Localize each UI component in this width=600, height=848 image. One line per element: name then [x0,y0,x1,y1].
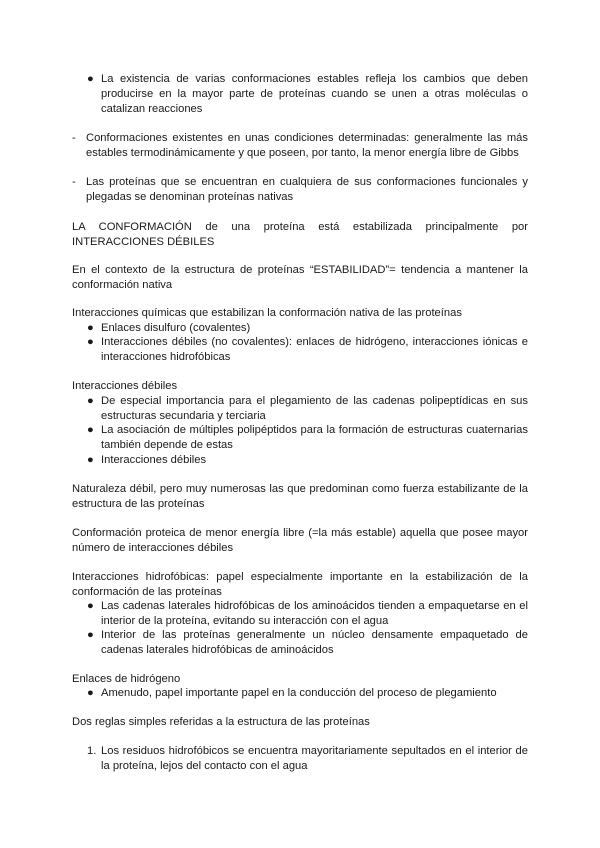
bullet-item [87,686,528,701]
bullet-text: Interacciones débiles (no covalentes): enlaces de hidrógeno, interacciones iónicas e interacciones hidrofóbicas [101,336,528,364]
bullet-item [87,453,528,468]
bullet-dot: ● [87,424,94,436]
bullet-item [87,335,528,365]
dash-text: Las proteínas que se encuentran en cualquiera de sus conformaciones funcionales y plegadas se denominan proteínas nativas [86,176,528,204]
bullet-dot: ● [87,454,94,466]
section-heading-reglas: Dos reglas simples referidas a la estructura de las proteínas [72,716,370,728]
bullet-text: Interior de las proteínas generalmente un núcleo densamente empaquetado de cadenas laterales hidrofóbicas de aminoácidos [101,629,528,657]
bullet-dot: ● [87,322,94,334]
bullet-dot: ● [87,395,94,407]
bullet-dot: ● [87,687,94,699]
bullet-item [87,599,528,629]
bullet-item [87,321,528,336]
section-heading-quimicas: Interacciones químicas que estabilizan la conformación nativa de las proteínas [72,307,462,319]
numbered-item [87,744,528,774]
paragraph-conformacion: LA CONFORMACIÓN de una proteína está estabilizada principalmente por INTERACCIONES DÉBILES [72,221,528,249]
paragraph-estabilidad: En el contexto de la estructura de proteínas “ESTABILIDAD”= tendencia a mantener la conformación nativa [72,264,528,292]
bullet-item [87,423,528,453]
bullet-dot: ● [87,73,94,85]
bullet-item [87,628,528,658]
paragraph-naturaleza: Naturaleza débil, pero muy numerosas las que predominan como fuerza estabilizante de la estructura de las proteínas [72,483,528,511]
paragraph-menor-energia: Conformación proteica de menor energía libre (=la más estable) aquella que posee mayor número de interacciones débiles [72,527,528,555]
dash-marker: - [72,132,76,144]
bullet-text: De especial importancia para el plegamiento de las cadenas polipeptídicas en sus estructuras secundaria y terciaria [101,395,528,423]
bullet-text: La asociación de múltiples polipéptidos para la formación de estructuras cuaternarias también depende de estas [101,424,528,452]
section-heading-debiles: Interacciones débiles [72,380,178,392]
bullet-text: Interacciones débiles [101,454,207,466]
number-marker: 1. [87,745,97,757]
dash-item [72,175,528,205]
bullet-dot: ● [87,336,94,348]
bullet-text: Amenudo, papel importante papel en la conducción del proceso de plegamiento [101,687,497,699]
section-heading-hidrogeno: Enlaces de hidrógeno [72,673,181,685]
dash-text: Conformaciones existentes en unas condiciones determinadas: generalmente las más estables termodinámicamente y que poseen, por tanto, la menor energía libre de Gibbs [86,132,528,160]
numbered-text: Los residuos hidrofóbicos se encuentra mayoritariamente sepultados en el interior de la proteína, lejos del contacto con el agua [101,745,528,773]
bullet-dot: ● [87,600,94,612]
bullet-item [87,394,528,424]
dash-item [72,131,528,161]
bullet-dot: ● [87,629,94,641]
bullet-text: La existencia de varias conformaciones estables refleja los cambios que deben producirse en la mayor parte de proteínas cuando se unen a otras moléculas o catalizan reacciones [101,73,528,116]
bullet-item [87,72,528,118]
bullet-text: Las cadenas laterales hidrofóbicas de los aminoácidos tienden a empaquetarse en el interior de la proteína, evitando su interacción con el agua [101,600,528,628]
dash-marker: - [72,176,76,188]
bullet-text: Enlaces disulfuro (covalentes) [101,322,251,334]
section-heading-hidrofobicas: Interacciones hidrofóbicas: papel especialmente importante en la estabilización de la conformación de las proteínas [72,571,528,599]
